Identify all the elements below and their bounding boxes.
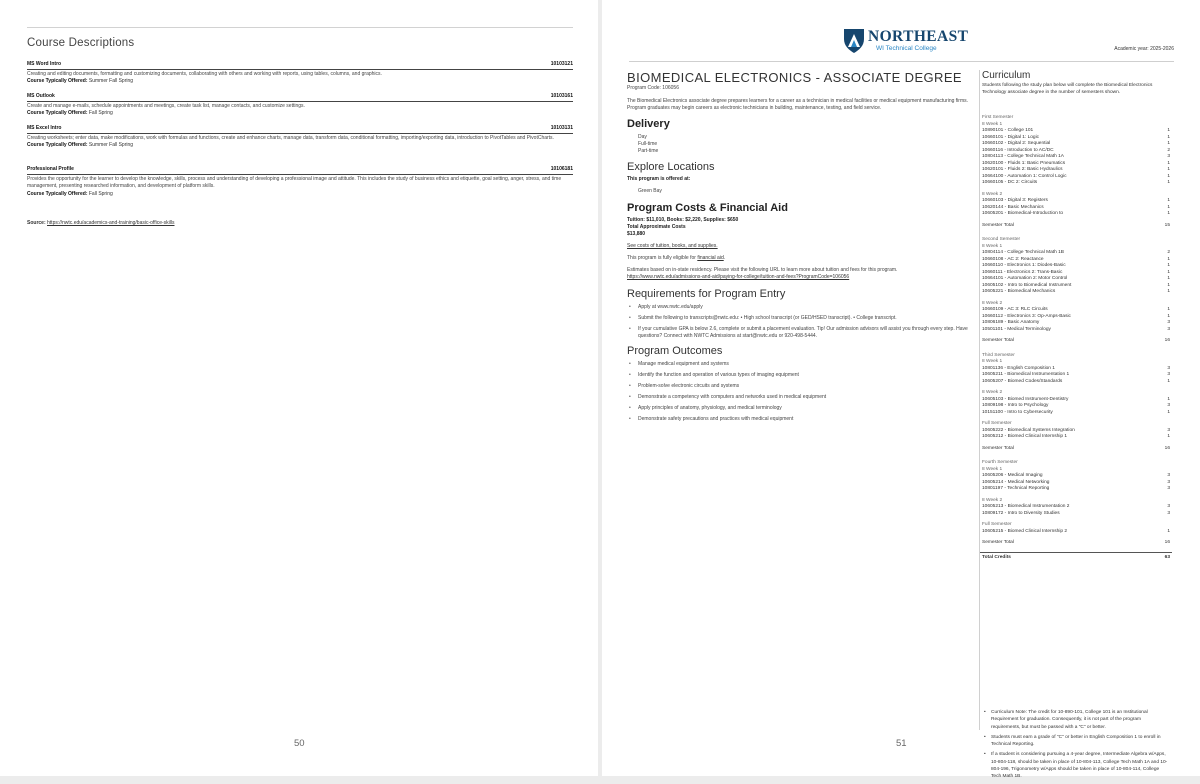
course-row-text: 10605213 - Biomedical Instrumentation 2	[982, 504, 1070, 509]
course-row-text: 10660110 - Electronics 1: Diodes-Basic	[982, 263, 1066, 268]
semester-label-text: Fourth Semester	[982, 460, 1018, 465]
offered-terms: Summer Fall Spring	[88, 142, 134, 149]
course-row-credits: 1	[1167, 128, 1170, 133]
course-row-text: 10605103 - Biomed Instrument-Dentistry	[982, 396, 1069, 402]
semester-label	[980, 353, 1170, 359]
term-block-label	[980, 122, 1170, 128]
course-row	[980, 148, 1170, 154]
course-row-text: 10801197 - Technical Reporting	[982, 486, 1050, 491]
course-row-credits: 1	[1167, 307, 1170, 312]
course-row	[980, 529, 1170, 535]
source-link[interactable]: https://nwtc.edu/academics-and-training/basic-office-skills	[47, 220, 175, 226]
term-block-label-text: 8 Week 1	[982, 121, 1003, 127]
course-row-credits: 1	[1167, 256, 1170, 262]
course-row-text: 10620100 - Fluids 1: Basic Pneumatics	[982, 160, 1066, 166]
estimates-text: Estimates based on in-state residency. Please visit the following URL to learn more about tuition and fees for this program.	[627, 267, 898, 273]
term-block-label	[980, 498, 1170, 504]
shield-icon	[842, 26, 866, 54]
course-row-credits: 1	[1167, 167, 1170, 172]
course-row-credits: 3	[1167, 365, 1170, 371]
course-row-credits: 1	[1167, 269, 1170, 275]
course-row	[980, 434, 1170, 440]
delivery-item: Day	[638, 134, 647, 140]
course-row-text: 10605222 - Biomedical Systems Integration	[982, 427, 1075, 433]
semester-label-text: First Semester	[982, 115, 1014, 120]
course-name: MS Word Intro	[27, 61, 62, 67]
course-row-credits: 1	[1167, 434, 1170, 439]
outcome-item: • Problem-solve electronic circuits and systems	[627, 383, 982, 390]
outcomes-heading: Program Outcomes	[627, 345, 723, 357]
program-intro: The Biomedical Electronics associate degree prepares learners for a career as a technician in medical facilities or medical equipment manufacturing firms. Program graduates may begin careers as electronic technicians in building, maintenance, testing, and field service.	[627, 98, 968, 111]
course-row-credits: 1	[1167, 276, 1170, 281]
semester-label	[980, 237, 1170, 243]
course-row-credits: 1	[1167, 282, 1170, 288]
course-row-text: 10801136 - English Composition 1	[982, 365, 1055, 371]
term-block-label	[980, 467, 1170, 473]
course-entry	[27, 125, 573, 150]
course-row-credits: 1	[1167, 396, 1170, 402]
term-block-label	[980, 359, 1170, 365]
course-row	[980, 307, 1170, 313]
outcome-item: • Demonstrate safety precautions and practices with medical equipment	[627, 416, 982, 423]
course-row-text: 10660109 - AC 3: RLC Circuits	[982, 307, 1048, 312]
offered-label: Course Typically Offered:	[27, 110, 88, 117]
course-row	[980, 473, 1170, 479]
delivery-item: Part-time	[638, 148, 659, 154]
course-row-text: 10620101 - Fluids 2: Basic Hydraulics	[982, 167, 1063, 172]
course-entry	[27, 166, 573, 198]
term-block-label-text: 8 Week 2	[982, 300, 1003, 306]
course-row	[980, 205, 1170, 211]
course-row	[980, 135, 1170, 141]
course-row	[980, 283, 1170, 289]
course-name: Professional Profile	[27, 166, 74, 172]
requirements-heading: Requirements for Program Entry	[627, 288, 786, 300]
explore-heading: Explore Locations	[627, 161, 715, 173]
note-item: • Curriculum Note: The credit for 10-890-101, College 101 is an Institutional Requirement for graduation. Consequently, it is not part of the program requirements, but must be passed with a "C" or better.	[983, 709, 1169, 731]
semester-total	[980, 446, 1170, 452]
course-row-credits: 1	[1167, 173, 1170, 179]
total-credits-text: Total Credits	[982, 554, 1011, 560]
course-row-text: 10605201 - Biomedical-Introduction to	[982, 211, 1064, 216]
offered-terms: Summer Fall Spring	[88, 78, 134, 85]
course-row-text: 10620144 - Basic Mechanics	[982, 204, 1044, 210]
course-row-text: 10809172 - Intro to Diversity Studies	[982, 510, 1060, 516]
term-block-label-text: 8 Week 1	[982, 466, 1003, 472]
course-description: Creating worksheets; enter data, make modifications, work with formulas and functions, create and enhance charts, manage data, transform data, conditional formatting, importing/exporting data, introduction to PivotTables and PivotCharts.	[27, 135, 554, 142]
aid-suffix: .	[723, 255, 726, 261]
semester-total	[980, 338, 1170, 344]
course-row-text: 10660112 - Electronics 3: Op-Amps-Basic	[982, 313, 1071, 319]
course-code: 10106181	[550, 166, 573, 172]
course-row-text: 10151100 - Intro to Cybersecurity	[982, 409, 1053, 415]
course-row-text: 10605207 - Biomed Codes/Standards	[982, 378, 1063, 384]
term-block-label	[980, 192, 1170, 198]
see-costs-link[interactable]: See costs of tuition, books, and supplies.	[627, 243, 718, 249]
course-row-text: 10605211 - Biomedical Instrumentation 1	[982, 372, 1070, 377]
term-block-label-text: 8 Week 1	[982, 243, 1003, 249]
curriculum-notes	[983, 709, 1169, 784]
total-divider	[980, 552, 1172, 553]
course-row	[980, 314, 1170, 320]
outcome-item: • Demonstrate a competency with computers and networks used in medical equipment	[627, 394, 982, 401]
term-block-label	[980, 421, 1170, 427]
course-row-text: 10664100 - Automation 1: Control Logic	[982, 173, 1067, 179]
course-row-text: 10501101 - Medical Terminology	[982, 326, 1051, 332]
curriculum-panel	[979, 70, 1174, 780]
semester-total-credits: 16	[1164, 338, 1170, 343]
course-row-credits: 2	[1167, 250, 1170, 255]
course-row	[980, 211, 1170, 217]
term-block-label	[980, 244, 1170, 250]
aid-text: This program is fully eligible for	[627, 255, 698, 261]
semester-total-credits: 16	[1164, 445, 1170, 451]
course-row-credits: 1	[1167, 211, 1170, 216]
course-row	[980, 174, 1170, 180]
term-block-label-text: 8 Week 2	[982, 390, 1003, 395]
course-entry	[27, 93, 573, 118]
course-row	[980, 372, 1170, 378]
requirement-item: • If your cumulative GPA is below 2.6, complete or submit a placement evaluation. Tip! Our admission advisors will assist you through every step. Have questions? Connect with NWTC Admissions at start@nwtc.edu or 920-498-5444.	[627, 326, 982, 340]
course-row-text: 10660111 - Electronics 2: Trans-Basic	[982, 269, 1063, 275]
offered-label: Course Typically Offered:	[27, 78, 88, 85]
semester-label	[980, 460, 1170, 466]
program-title: BIOMEDICAL ELECTRONICS - ASSOCIATE DEGREE	[627, 70, 962, 85]
course-row	[980, 410, 1170, 416]
course-row-credits: 3	[1167, 403, 1170, 408]
course-entry	[27, 61, 573, 86]
course-row-text: 10890101 - College 101	[982, 128, 1034, 133]
term-block-label-text: 8 Week 2	[982, 191, 1003, 197]
program-details	[627, 70, 982, 427]
course-row-credits: 1	[1167, 204, 1170, 210]
course-row	[980, 128, 1170, 134]
course-row-credits: 1	[1167, 263, 1170, 268]
page-number: 51	[896, 738, 907, 749]
semester-total-text: Semester Total	[982, 445, 1014, 451]
program-code: Program Code: 106056	[627, 85, 679, 91]
course-row	[980, 320, 1170, 326]
total-cost-label: Total Approximate Costs	[627, 224, 686, 230]
course-row-credits: 1	[1167, 141, 1170, 146]
course-row-credits: 1	[1167, 409, 1170, 415]
logo-wordmark: NORTHEAST	[868, 28, 969, 45]
course-row-text: 10660101 - Digital 1: Logic	[982, 134, 1040, 140]
semester-label	[980, 115, 1170, 121]
outcome-item: • Apply principles of anatomy, physiology, and medical terminology	[627, 405, 982, 412]
costs-heading: Program Costs & Financial Aid	[627, 202, 788, 214]
course-row	[980, 379, 1170, 385]
semester-label-text: Second Semester	[982, 237, 1021, 242]
course-row	[980, 167, 1170, 173]
course-row-credits: 1	[1167, 134, 1170, 140]
semester-total	[980, 540, 1170, 546]
course-row-text: 10664101 - Automation 2: Motor Control	[982, 276, 1068, 281]
course-row	[980, 161, 1170, 167]
course-row-text: 10605206 - Medical Imaging	[982, 473, 1043, 478]
course-name: MS Excel Intro	[27, 125, 62, 131]
course-row-text: 10804114 - College Technical Math 1B	[982, 250, 1064, 255]
course-row-credits: 3	[1167, 473, 1170, 478]
course-description: Provides the opportunity for the learner to develop the knowledge, skills, process and understanding of developing a professional image and attitude. This includes the study of business ethics and etiquette, goal setting, anger, stress, and time management, presenting researched information, and development of platform skills.	[27, 176, 562, 190]
course-description: Create and manage e-mails, schedule appointments and meetings, create task list, manage contacts, and customize settings.	[27, 103, 305, 110]
course-description: Creating and editing documents, formatting and customizing documents, collaborating with others and working with reports, using tables, columns, and graphics.	[27, 71, 382, 78]
semester-total	[980, 223, 1170, 229]
course-row-credits: 3	[1167, 154, 1170, 159]
course-row-text: 10804113 - College Technical Math 1A	[982, 154, 1064, 159]
tuition-url-link[interactable]: https://www.nwtc.edu/admissions-and-aid/paying-for-college/tuition-and-fees?ProgramCode=106056	[627, 274, 850, 280]
course-row	[980, 480, 1170, 486]
total-credits-credits: 63	[1164, 554, 1170, 560]
term-block-label-text: Full Semester	[982, 421, 1012, 426]
course-row-credits: 2	[1167, 147, 1170, 153]
header-divider	[629, 61, 1174, 62]
semester-total-text: Semester Total	[982, 222, 1014, 228]
course-row-credits: 3	[1167, 504, 1170, 509]
college-logo	[842, 26, 969, 56]
course-row	[980, 270, 1170, 276]
course-row-credits: 1	[1167, 378, 1170, 384]
delivery-item: Full-time	[638, 141, 658, 147]
course-row-text: 10605212 - Biomed Clinical Internship 1	[982, 434, 1068, 439]
course-row	[980, 141, 1170, 147]
semester-total-credits: 16	[1164, 540, 1170, 545]
course-row-credits: 3	[1167, 320, 1170, 325]
course-row	[980, 276, 1170, 282]
note-item: • If a student is considering pursuing a 4-year degree, Intermediate Algebra w/Apps, 10-804-118, should be taken in place of 10-804-113, College Tech Math 1A and 10-804-196, Trigonometry w/Apps should be taken in place of 10-804-114, College Tech Math 1B.	[983, 751, 1169, 780]
course-row-text: 10605102 - Intro to Biomedical Instrument	[982, 282, 1072, 288]
course-row-text: 10605221 - Biomedical Mechanics	[982, 289, 1056, 294]
course-row	[980, 428, 1170, 434]
semester-total-credits: 15	[1164, 222, 1170, 228]
total-cost-value: $13,880	[627, 231, 646, 237]
course-row-text: 10660108 - AC 2: Reactance	[982, 256, 1044, 262]
term-block-label-text: 8 Week 2	[982, 497, 1003, 503]
course-row-credits: 1	[1167, 160, 1170, 166]
left-page	[0, 0, 598, 776]
term-block-label-text: 8 Week 1	[982, 359, 1003, 364]
top-divider	[27, 27, 573, 28]
outcome-item: • Manage medical equipment and systems	[627, 361, 982, 368]
note-item: • Students must earn a grade of "C" or better in English Composition 1 to enroll in Technical Reporting.	[983, 734, 1169, 749]
course-row-credits: 3	[1167, 427, 1170, 433]
course-row	[980, 289, 1170, 295]
offered-label: Course Typically Offered:	[27, 142, 88, 149]
course-row-text: 10605214 - Medical Networking	[982, 479, 1050, 485]
curriculum-title: Curriculum	[982, 70, 1031, 81]
term-block-label	[980, 301, 1170, 307]
source-line	[27, 220, 174, 226]
source-label: Source:	[27, 220, 46, 226]
course-row	[980, 486, 1170, 492]
course-row-credits: 3	[1167, 479, 1170, 485]
course-row	[980, 511, 1170, 517]
course-row-credits: 1	[1167, 289, 1170, 294]
term-block-label	[980, 390, 1170, 396]
semester-label-text: Third Semester	[982, 352, 1015, 358]
course-row-credits: 3	[1167, 486, 1170, 491]
course-row	[980, 366, 1170, 372]
course-row-credits: 1	[1167, 198, 1170, 203]
requirement-item: • Apply at www.nwtc.edu/apply	[627, 304, 982, 311]
course-row-credits: 3	[1167, 510, 1170, 516]
course-row	[980, 257, 1170, 263]
page-number: 50	[294, 738, 305, 749]
term-block-label-text: Full Semester	[982, 522, 1012, 527]
term-block-label	[980, 522, 1170, 528]
offered-label: Course Typically Offered:	[27, 190, 88, 197]
offered-at-label: This program is offered at:	[627, 176, 691, 182]
course-row-text: 10660103 - Digital 3: Registers	[982, 198, 1048, 203]
course-row	[980, 327, 1170, 333]
course-code: 10103161	[550, 93, 573, 99]
course-row	[980, 198, 1170, 204]
course-row-text: 10809198 - Intro to Psychology	[982, 403, 1049, 408]
right-page	[602, 0, 1200, 780]
course-row	[980, 397, 1170, 403]
total-credits	[980, 555, 1170, 561]
course-row-credits: 1	[1167, 528, 1170, 534]
requirement-item: • Submit the following to transcripts@nwtc.edu: • High school transcript (or GED/HSED transcript). • College transcript.	[627, 315, 982, 322]
offered-terms: Fall Spring	[88, 190, 113, 197]
course-row-text: 10660116 - Introduction to AC/DC	[982, 147, 1054, 153]
course-row-text: 10806189 - Basic Anatomy	[982, 320, 1040, 325]
course-row-credits: 3	[1167, 326, 1170, 332]
outcome-item: • Identify the function and operation of various types of imaging equipment	[627, 372, 982, 379]
financial-aid-link[interactable]: financial aid	[697, 255, 724, 261]
course-row-text: 10605215 - Biomed Clinical Internship 2	[982, 528, 1068, 534]
course-row-text: 10660102 - Digital 2: Sequential	[982, 141, 1051, 146]
logo-subtitle: WI Technical College	[876, 45, 937, 52]
course-row	[980, 154, 1170, 160]
course-name: MS Outlook	[27, 93, 55, 99]
academic-year: Academic year: 2025-2026	[1114, 46, 1174, 52]
course-code: 10103131	[550, 125, 573, 131]
offered-terms: Fall Spring	[88, 110, 113, 117]
course-row-text: 10660105 - DC 2: Circuits	[982, 180, 1038, 185]
page-title: Course Descriptions	[27, 37, 135, 49]
tuition-line: Tuition: $11,010, Books: $2,220, Supplies: $650	[627, 217, 739, 223]
course-row	[980, 403, 1170, 409]
course-code: 10103121	[550, 61, 573, 67]
semester-total-text: Semester Total	[982, 338, 1014, 343]
semester-total-text: Semester Total	[982, 540, 1014, 545]
course-row	[980, 180, 1170, 186]
course-row	[980, 504, 1170, 510]
course-row-credits: 1	[1167, 313, 1170, 319]
course-row	[980, 263, 1170, 269]
course-row	[980, 250, 1170, 256]
curriculum-intro: Students following the study plan below will complete the Biomedical Electronics Technology associate degree in the number of semesters shown.	[982, 83, 1153, 95]
course-row-credits: 3	[1167, 372, 1170, 377]
delivery-heading: Delivery	[627, 118, 670, 130]
course-row-credits: 1	[1167, 180, 1170, 185]
location-item: Green Bay	[638, 188, 662, 194]
